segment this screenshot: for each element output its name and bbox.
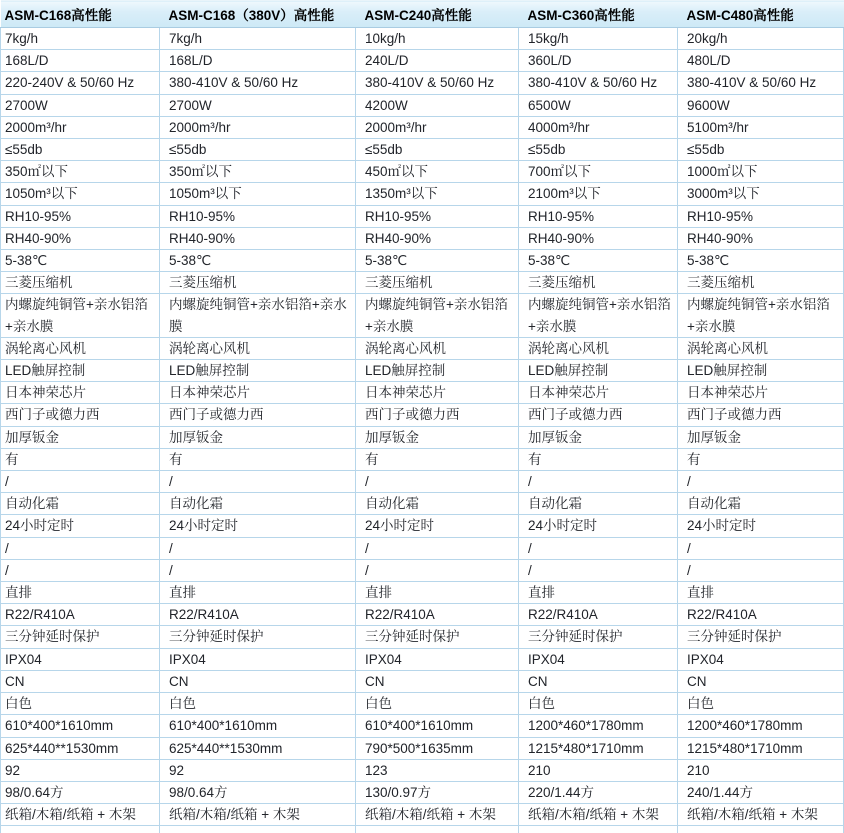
spec-cell: 6500W (519, 94, 678, 116)
spec-cell: 白色 (519, 693, 678, 715)
spec-cell: 2000m³/hr (1, 116, 160, 138)
spec-cell: 纸箱/木箱/纸箱 + 木架 (678, 804, 844, 826)
spec-cell: 涡轮离心风机 (519, 337, 678, 359)
column-header: ASM-C480高性能 (678, 1, 844, 28)
spec-cell: 加厚钣金 (356, 426, 519, 448)
spec-cell: IPX04 (1, 648, 160, 670)
spec-cell (678, 826, 844, 833)
table-row (1, 360, 844, 382)
column-header: ASM-C240高性能 (356, 1, 519, 28)
spec-cell: 西门子或德力西 (160, 404, 356, 426)
spec-cell: 涡轮离心风机 (1, 337, 160, 359)
spec-cell: R22/R410A (160, 604, 356, 626)
spec-cell: 1200*460*1780mm (519, 715, 678, 737)
spec-cell: LED触屏控制 (160, 360, 356, 382)
table-row (1, 28, 844, 50)
spec-cell: / (519, 537, 678, 559)
spec-cell: 7kg/h (1, 28, 160, 50)
table-row (1, 626, 844, 648)
spec-cell: 98/0.64方 (1, 781, 160, 803)
spec-cell: / (519, 559, 678, 581)
spec-cell: 1050m³以下 (1, 183, 160, 205)
spec-cell: CN (1, 670, 160, 692)
spec-cell: 加厚钣金 (160, 426, 356, 448)
spec-cell: 西门子或德力西 (1, 404, 160, 426)
column-header: ASM-C168（380V）高性能 (160, 1, 356, 28)
spec-cell: 1050m³以下 (160, 183, 356, 205)
spec-cell: R22/R410A (678, 604, 844, 626)
table-row (1, 116, 844, 138)
spec-cell: 内螺旋纯铜管+亲水铝箔+亲水膜 (160, 294, 356, 337)
spec-cell: 1215*480*1710mm (519, 737, 678, 759)
spec-cell: IPX04 (160, 648, 356, 670)
spec-cell: 790*500*1635mm (356, 737, 519, 759)
spec-cell: 24小时定时 (519, 515, 678, 537)
spec-cell: 2100m³以下 (519, 183, 678, 205)
table-row (1, 826, 844, 833)
spec-cell: CN (678, 670, 844, 692)
spec-cell: R22/R410A (1, 604, 160, 626)
spec-cell: 380-410V & 50/60 Hz (160, 72, 356, 94)
spec-cell: 2000m³/hr (356, 116, 519, 138)
spec-cell: 白色 (1, 693, 160, 715)
spec-cell: ≤55db (356, 139, 519, 161)
spec-cell: 92 (160, 759, 356, 781)
spec-cell: 加厚钣金 (678, 426, 844, 448)
spec-cell: RH10-95% (356, 205, 519, 227)
table-row (1, 272, 844, 294)
table-row (1, 250, 844, 272)
table-row (1, 648, 844, 670)
table-row (1, 559, 844, 581)
spec-cell: CN (356, 670, 519, 692)
table-row (1, 471, 844, 493)
spec-cell: LED触屏控制 (678, 360, 844, 382)
spec-cell: 220/1.44方 (519, 781, 678, 803)
spec-cell: / (160, 471, 356, 493)
spec-cell: 涡轮离心风机 (678, 337, 844, 359)
spec-cell: 4200W (356, 94, 519, 116)
table-row (1, 94, 844, 116)
spec-cell: 9600W (678, 94, 844, 116)
spec-cell: 2700W (1, 94, 160, 116)
spec-cell: / (160, 559, 356, 581)
spec-cell: 20kg/h (678, 28, 844, 50)
spec-cell: 92 (1, 759, 160, 781)
spec-cell (519, 826, 678, 833)
spec-cell: 直排 (160, 582, 356, 604)
spec-cell: 168L/D (1, 50, 160, 72)
spec-cell: / (160, 537, 356, 559)
table-row (1, 161, 844, 183)
table-row (1, 72, 844, 94)
spec-cell: / (678, 471, 844, 493)
spec-cell: 有 (356, 448, 519, 470)
spec-cell: 1350m³以下 (356, 183, 519, 205)
spec-cell: 涡轮离心风机 (160, 337, 356, 359)
table-header (1, 1, 844, 28)
spec-cell: 5-38℃ (356, 250, 519, 272)
spec-cell: 自动化霜 (1, 493, 160, 515)
spec-cell: 5-38℃ (160, 250, 356, 272)
spec-cell: 1215*480*1710mm (678, 737, 844, 759)
spec-cell: 三菱压缩机 (519, 272, 678, 294)
spec-cell: 700㎡以下 (519, 161, 678, 183)
spec-cell: 625*440**1530mm (160, 737, 356, 759)
spec-cell: ≤55db (678, 139, 844, 161)
spec-cell: 24小时定时 (678, 515, 844, 537)
spec-cell: 168L/D (160, 50, 356, 72)
spec-cell: 内螺旋纯铜管+亲水铝箔+亲水膜 (678, 294, 844, 337)
spec-cell: 380-410V & 50/60 Hz (356, 72, 519, 94)
spec-cell: RH10-95% (160, 205, 356, 227)
spec-cell: 450㎡以下 (356, 161, 519, 183)
table-row (1, 537, 844, 559)
spec-cell: / (678, 559, 844, 581)
spec-cell: / (1, 537, 160, 559)
spec-cell: 123 (356, 759, 519, 781)
table-row (1, 227, 844, 249)
spec-cell: 自动化霜 (519, 493, 678, 515)
spec-cell: 直排 (519, 582, 678, 604)
table-row (1, 382, 844, 404)
spec-cell: 三分钟延时保护 (1, 626, 160, 648)
spec-cell: 直排 (1, 582, 160, 604)
spec-cell: 350㎡以下 (160, 161, 356, 183)
spec-cell: 480L/D (678, 50, 844, 72)
spec-cell (160, 826, 356, 833)
spec-cell: 24小时定时 (1, 515, 160, 537)
spec-cell: 15kg/h (519, 28, 678, 50)
spec-cell: 涡轮离心风机 (356, 337, 519, 359)
spec-cell: 三分钟延时保护 (519, 626, 678, 648)
spec-cell: 有 (519, 448, 678, 470)
table-row (1, 139, 844, 161)
table-row (1, 515, 844, 537)
spec-cell: RH10-95% (519, 205, 678, 227)
spec-cell: 1200*460*1780mm (678, 715, 844, 737)
spec-cell: 380-410V & 50/60 Hz (519, 72, 678, 94)
spec-cell: 2700W (160, 94, 356, 116)
spec-cell: 日本神荣芯片 (356, 382, 519, 404)
spec-cell: R22/R410A (519, 604, 678, 626)
spec-cell: 西门子或德力西 (519, 404, 678, 426)
spec-cell: 三分钟延时保护 (160, 626, 356, 648)
spec-cell: 日本神荣芯片 (519, 382, 678, 404)
spec-cell: 三菱压缩机 (678, 272, 844, 294)
table-row (1, 715, 844, 737)
spec-cell: 610*400*1610mm (356, 715, 519, 737)
spec-cell: 5-38℃ (1, 250, 160, 272)
spec-cell: 三菱压缩机 (1, 272, 160, 294)
spec-cell: 3000m³以下 (678, 183, 844, 205)
table-row (1, 337, 844, 359)
spec-cell: 5100m³/hr (678, 116, 844, 138)
table-row (1, 737, 844, 759)
spec-cell: 日本神荣芯片 (160, 382, 356, 404)
spec-cell: ≤55db (519, 139, 678, 161)
spec-cell: 直排 (356, 582, 519, 604)
spec-cell: 内螺旋纯铜管+亲水铝箔+亲水膜 (519, 294, 678, 337)
spec-cell: 内螺旋纯铜管+亲水铝箔+亲水膜 (1, 294, 160, 337)
spec-cell: CN (519, 670, 678, 692)
table-row (1, 404, 844, 426)
spec-cell: 1000㎡以下 (678, 161, 844, 183)
spec-cell: IPX04 (519, 648, 678, 670)
spec-cell: 三菱压缩机 (160, 272, 356, 294)
spec-cell: 360L/D (519, 50, 678, 72)
spec-cell: CN (160, 670, 356, 692)
spec-cell: 加厚钣金 (1, 426, 160, 448)
table-row (1, 50, 844, 72)
header-row (1, 1, 844, 28)
table-row (1, 604, 844, 626)
spec-cell: 610*400*1610mm (1, 715, 160, 737)
spec-cell: 纸箱/木箱/纸箱 + 木架 (356, 804, 519, 826)
table-row (1, 670, 844, 692)
spec-cell: 210 (519, 759, 678, 781)
spec-cell: R22/R410A (356, 604, 519, 626)
spec-cell: 610*400*1610mm (160, 715, 356, 737)
spec-cell: 自动化霜 (678, 493, 844, 515)
spec-cell: LED触屏控制 (356, 360, 519, 382)
spec-cell: 三分钟延时保护 (678, 626, 844, 648)
spec-cell: 220-240V & 50/60 Hz (1, 72, 160, 94)
spec-cell: 三分钟延时保护 (356, 626, 519, 648)
spec-cell: ≤55db (160, 139, 356, 161)
spec-cell: 380-410V & 50/60 Hz (678, 72, 844, 94)
spec-cell: 日本神荣芯片 (678, 382, 844, 404)
spec-cell: 4000m³/hr (519, 116, 678, 138)
table-row (1, 693, 844, 715)
spec-cell: LED触屏控制 (1, 360, 160, 382)
spec-cell: 纸箱/木箱/纸箱 + 木架 (519, 804, 678, 826)
spec-cell (1, 826, 160, 833)
spec-cell: 240L/D (356, 50, 519, 72)
spec-cell: 24小时定时 (160, 515, 356, 537)
spec-cell: 自动化霜 (356, 493, 519, 515)
spec-cell: LED触屏控制 (519, 360, 678, 382)
spec-cell: 三菱压缩机 (356, 272, 519, 294)
table-row (1, 759, 844, 781)
table-row (1, 294, 844, 337)
table-row (1, 493, 844, 515)
spec-cell: 350㎡以下 (1, 161, 160, 183)
spec-cell: 210 (678, 759, 844, 781)
spec-cell: 2000m³/hr (160, 116, 356, 138)
spec-cell: 纸箱/木箱/纸箱 + 木架 (160, 804, 356, 826)
spec-cell: ≤55db (1, 139, 160, 161)
spec-cell: RH10-95% (1, 205, 160, 227)
spec-cell: 有 (160, 448, 356, 470)
spec-cell: 24小时定时 (356, 515, 519, 537)
spec-cell: 有 (678, 448, 844, 470)
spec-cell: 西门子或德力西 (678, 404, 844, 426)
spec-cell: / (1, 471, 160, 493)
spec-cell: RH40-90% (160, 227, 356, 249)
spec-cell: IPX04 (678, 648, 844, 670)
spec-cell: / (1, 559, 160, 581)
spec-cell: / (519, 471, 678, 493)
spec-cell: 240/1.44方 (678, 781, 844, 803)
spec-cell: / (356, 537, 519, 559)
spec-cell: 10kg/h (356, 28, 519, 50)
spec-cell: 自动化霜 (160, 493, 356, 515)
spec-cell: RH40-90% (356, 227, 519, 249)
spec-cell: RH40-90% (519, 227, 678, 249)
spec-cell: 5-38℃ (519, 250, 678, 272)
spec-cell: / (356, 559, 519, 581)
table-row (1, 582, 844, 604)
table-row (1, 426, 844, 448)
table-row (1, 183, 844, 205)
spec-cell: 5-38℃ (678, 250, 844, 272)
spec-cell: / (678, 537, 844, 559)
spec-cell: 日本神荣芯片 (1, 382, 160, 404)
spec-cell: / (356, 471, 519, 493)
spec-cell: 130/0.97方 (356, 781, 519, 803)
spec-cell: 白色 (678, 693, 844, 715)
table-row (1, 781, 844, 803)
spec-cell: 有 (1, 448, 160, 470)
spec-cell: IPX04 (356, 648, 519, 670)
spec-cell: 7kg/h (160, 28, 356, 50)
table-body (1, 28, 844, 833)
table-row (1, 205, 844, 227)
spec-cell: 98/0.64方 (160, 781, 356, 803)
spec-cell (356, 826, 519, 833)
spec-cell: 白色 (160, 693, 356, 715)
table-row (1, 448, 844, 470)
spec-cell: 625*440**1530mm (1, 737, 160, 759)
column-header: ASM-C168高性能 (1, 1, 160, 28)
spec-cell: RH40-90% (1, 227, 160, 249)
table-row (1, 804, 844, 826)
spec-cell: 白色 (356, 693, 519, 715)
spec-cell: RH10-95% (678, 205, 844, 227)
spec-cell: 西门子或德力西 (356, 404, 519, 426)
spec-cell: 直排 (678, 582, 844, 604)
spec-cell: 内螺旋纯铜管+亲水铝箔+亲水膜 (356, 294, 519, 337)
spec-cell: 加厚钣金 (519, 426, 678, 448)
spec-cell: 纸箱/木箱/纸箱 + 木架 (1, 804, 160, 826)
column-header: ASM-C360高性能 (519, 1, 678, 28)
spec-cell: RH40-90% (678, 227, 844, 249)
